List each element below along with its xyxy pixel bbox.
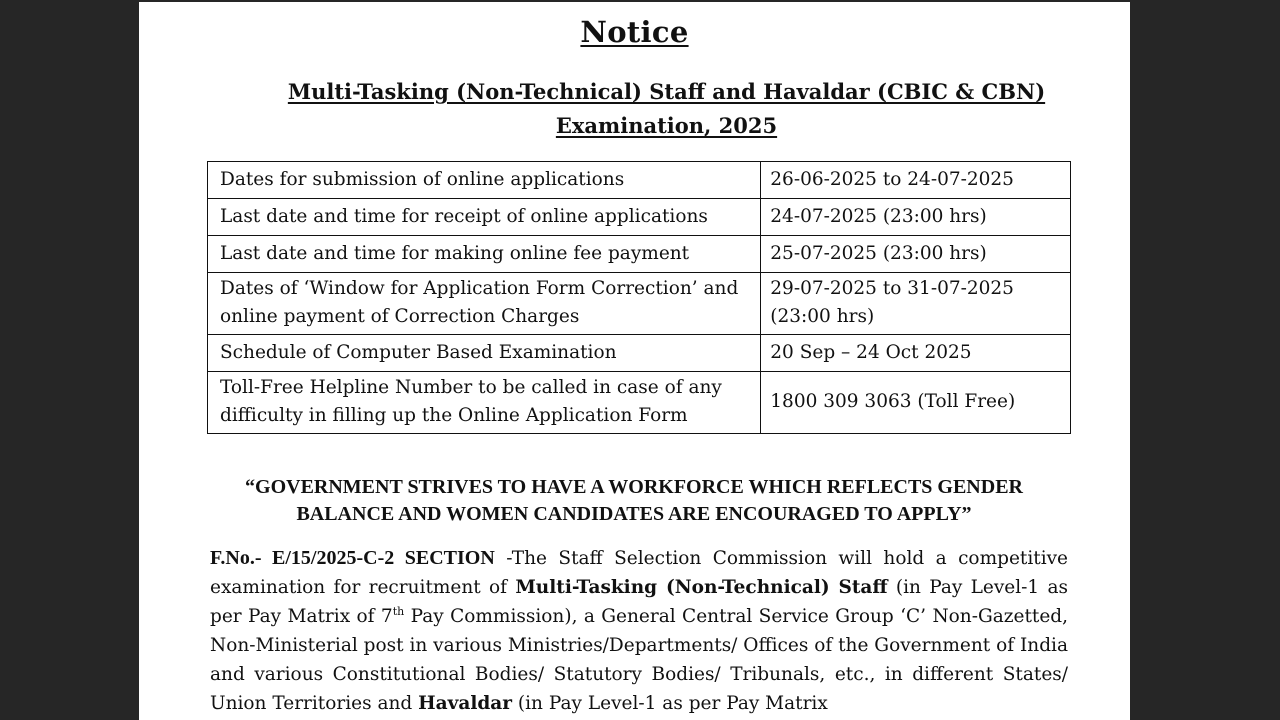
exam-title [239,75,1094,143]
gender-balance-slogan [239,474,1029,528]
schedule-table [207,161,1071,434]
schedule-value: 1800 309 3063 (Toll Free) [761,372,1071,434]
paragraph-text: -The Staff Selection Commission will hold a competitive examination for recruitment of [210,548,1069,598]
table-row [208,273,1071,335]
document-page [139,2,1130,720]
schedule-value: 24-07-2025 (23:00 hrs) [761,199,1071,236]
post-name-havaldar: Havaldar [418,693,513,714]
schedule-value: 20 Sep – 24 Oct 2025 [761,335,1071,372]
slogan-line2: BALANCE AND WOMEN CANDIDATES ARE ENCOURAGED TO APPLY” [296,503,972,525]
table-row [208,236,1071,273]
notice-paragraph [210,544,1068,718]
exam-title-line1: Multi-Tasking (Non-Technical) Staff and Havaldar (CBIC & CBN) [287,79,1046,104]
notice-title: Notice [580,15,689,49]
schedule-value: 25-07-2025 (23:00 hrs) [761,236,1071,273]
paragraph-text: Pay Commission), a General Central Service Group ‘C’ Non-Gazetted, Non-Ministerial post in various Ministries/Departments/ Offices of the Government of India and various Constitutional Bodies/ Statutory Bodies/ Tribunals, etc., in different States/ Union Territories and [210,606,1068,714]
table-row [208,199,1071,236]
paragraph-text: (in Pay Level-1 as per Pay Matrix [512,693,828,714]
exam-title-line2: Examination, 2025 [555,113,778,138]
schedule-label: Dates for submission of online applications [208,162,761,199]
paragraph-text: (in Pay Level-1 as per Pay Matrix of 7 [210,577,1068,627]
schedule-label: Dates of ‘Window for Application Form Correction’ and online payment of Correction Charges [208,273,761,335]
schedule-label: Last date and time for making online fee payment [208,236,761,273]
post-name-mts: Multi-Tasking (Non-Technical) Staff [515,577,888,598]
schedule-value: 26-06-2025 to 24-07-2025 [761,162,1071,199]
schedule-label: Schedule of Computer Based Examination [208,335,761,372]
schedule-label: Last date and time for receipt of online applications [208,199,761,236]
schedule-value: 29-07-2025 to 31-07-2025 (23:00 hrs) [761,273,1071,335]
file-number: F.No.- E/15/2025-C-2 SECTION [210,547,495,569]
ordinal-suffix: th [392,604,405,618]
table-row [208,372,1071,434]
slogan-line1: “GOVERNMENT STRIVES TO HAVE A WORKFORCE WHICH REFLECTS GENDER [245,476,1023,498]
table-row [208,335,1071,372]
schedule-label: Toll-Free Helpline Number to be called in case of any difficulty in filling up the Online Application Form [208,372,761,434]
table-row [208,162,1071,199]
